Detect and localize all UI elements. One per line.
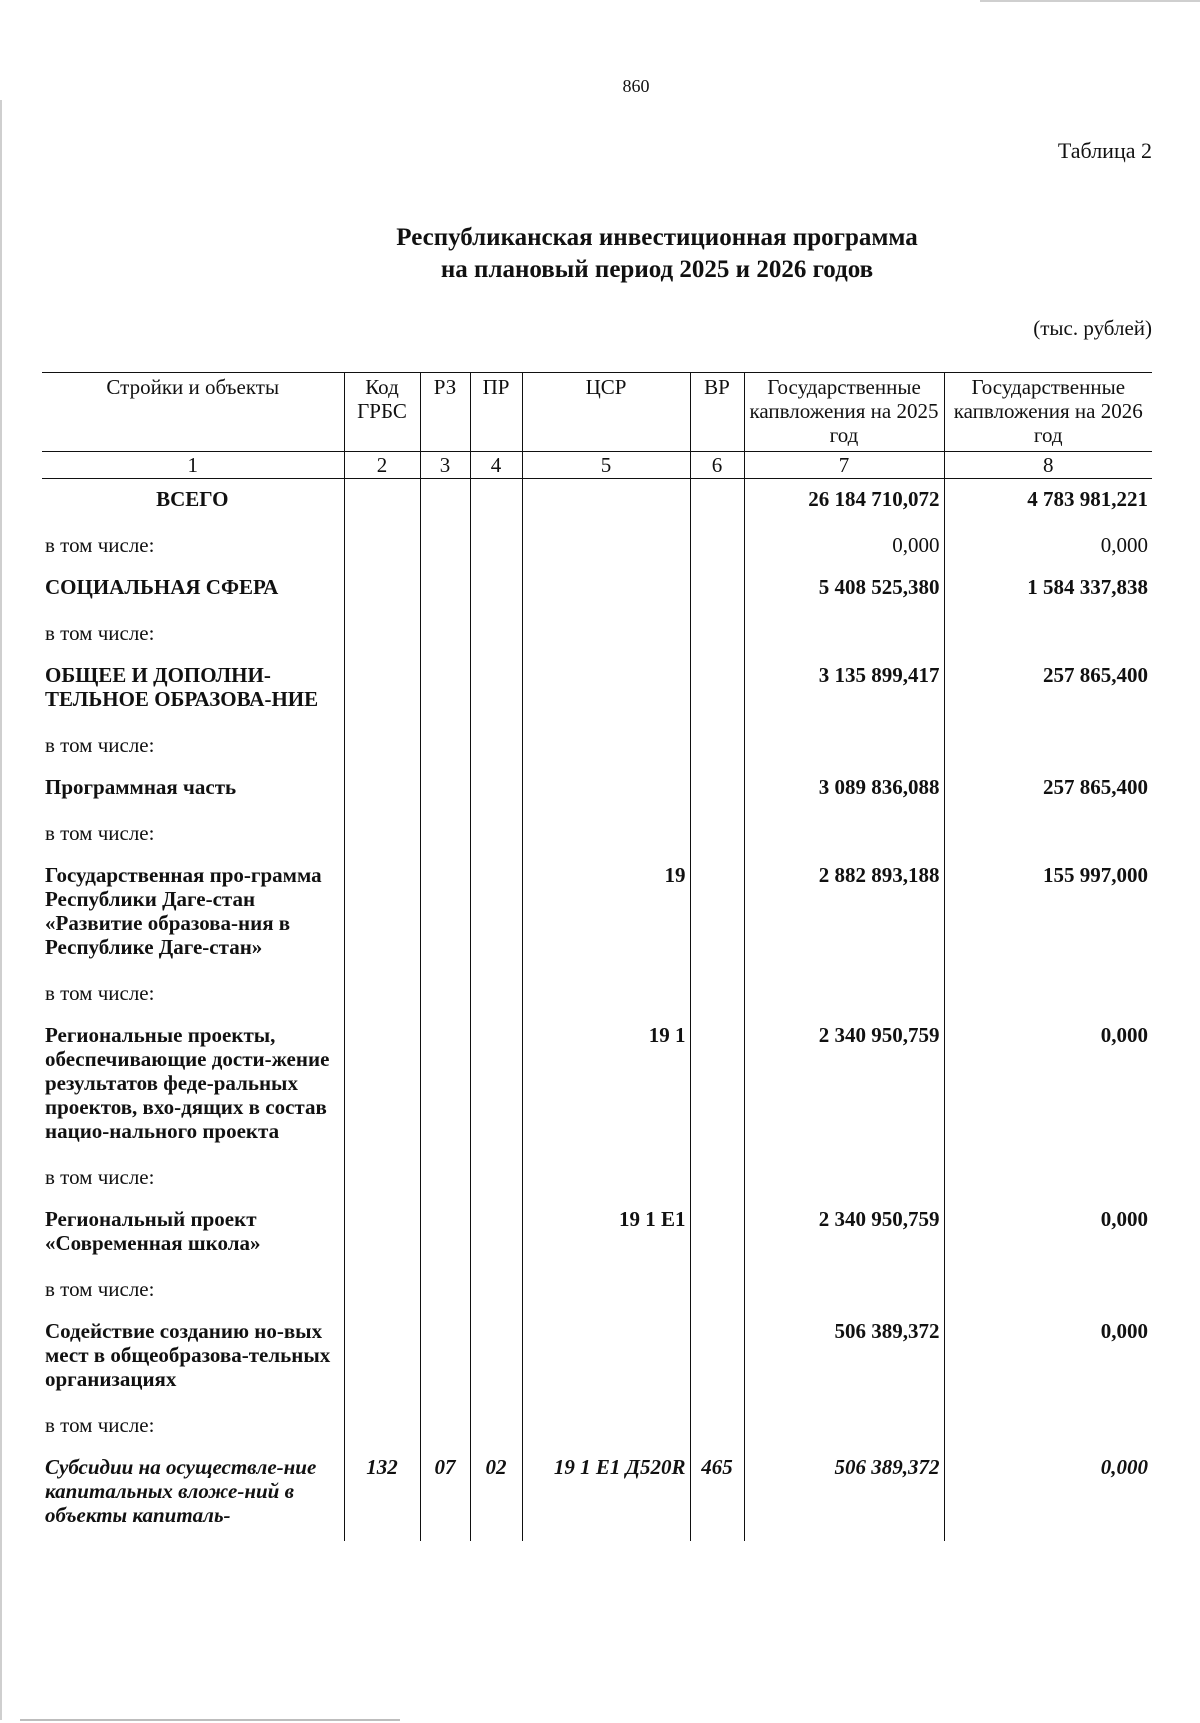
column-number-row (42, 452, 1152, 479)
table-label: Таблица 2 (1057, 138, 1152, 163)
row-value-2026: 257 865,400 (944, 655, 1152, 725)
row-name: в том числе: (45, 1413, 155, 1437)
row-vr: 465 (690, 1447, 744, 1541)
row-name: Субсидии на осуществле-ние капитальных вложе-ний в объекты капиталь- (45, 1455, 317, 1527)
row-value-2025: 2 340 950,759 (744, 1015, 944, 1157)
header-rz: РЗ (420, 373, 470, 452)
table-row-total (42, 479, 1152, 526)
title-line-1: Республиканская инвестиционная программа (396, 224, 918, 251)
row-name: Региональные проекты, обеспечивающие дости-жение результатов феде-ральных проектов, вхо-дящих в состав нацио-нального проекта (45, 1023, 330, 1143)
scan-top-edge (980, 0, 1200, 2)
row-name: в том числе: (45, 981, 155, 1005)
row-value-2026: 0,000 (944, 525, 1152, 567)
row-name: в том числе: (45, 1165, 155, 1189)
row-name: в том числе: (45, 1277, 155, 1301)
row-name: СОЦИАЛЬНАЯ СФЕРА (45, 575, 279, 599)
column-number: 7 (744, 452, 944, 479)
row-value-2026: 0,000 (944, 1447, 1152, 1541)
header-pr: ПР (470, 373, 522, 452)
row-name: в том числе: (45, 533, 155, 557)
table-row-including (42, 613, 1152, 655)
table-row-subsidies (42, 1447, 1152, 1541)
row-value-2026: 0,000 (944, 1199, 1152, 1269)
row-value-2025: 506 389,372 (744, 1447, 944, 1541)
row-value-2026: 4 783 981,221 (944, 479, 1152, 526)
table-row-including (42, 973, 1152, 1015)
column-number: 3 (420, 452, 470, 479)
row-value-2025: 26 184 710,072 (744, 479, 944, 526)
row-name: Содействие созданию но-вых мест в общеобразова-тельных организациях (45, 1319, 331, 1391)
units-label: (тыс. рублей) (1033, 316, 1152, 340)
table-row-including (42, 1157, 1152, 1199)
row-value-2026: 257 865,400 (944, 767, 1152, 813)
investment-program-table (42, 372, 1152, 1541)
row-csr: 19 (522, 855, 690, 973)
title-line-2: на плановый период 2025 и 2026 годов (440, 256, 874, 283)
row-value-2025: 5 408 525,380 (744, 567, 944, 613)
row-rz: 07 (420, 1447, 470, 1541)
table-row-including (42, 525, 1152, 567)
row-name: Государственная про-грамма Республики Даге-стан «Развитие образова-ния в Республике Даге-стан» (45, 863, 322, 959)
scan-bottom-edge (20, 1719, 400, 1721)
table-row-education (42, 655, 1152, 725)
column-number: 5 (522, 452, 690, 479)
table-row-program-part (42, 767, 1152, 813)
header-2025: Государственные капвложения на 2025 год (744, 373, 944, 452)
row-name: Программная часть (45, 775, 237, 799)
row-value-2025: 2 882 893,188 (744, 855, 944, 973)
row-value-2025: 2 340 950,759 (744, 1199, 944, 1269)
header-name: Стройки и объекты (42, 373, 344, 452)
column-number: 6 (690, 452, 744, 479)
table-row-including (42, 1405, 1152, 1447)
table-row-social (42, 567, 1152, 613)
row-value-2025: 0,000 (744, 525, 944, 567)
table-row-state-program (42, 855, 1152, 973)
table-row-regional-projects (42, 1015, 1152, 1157)
column-number: 8 (944, 452, 1152, 479)
row-value-2026: 0,000 (944, 1311, 1152, 1405)
column-number: 1 (42, 452, 344, 479)
column-number: 4 (470, 452, 522, 479)
row-csr: 19 1 E1 (522, 1199, 690, 1269)
page-number: 860 (622, 76, 650, 96)
row-value-2025: 506 389,372 (744, 1311, 944, 1405)
column-number: 2 (344, 452, 420, 479)
header-2026: Государственные капвложения на 2026 год (944, 373, 1152, 452)
table-row-new-places (42, 1311, 1152, 1405)
row-value-2026: 155 997,000 (944, 855, 1152, 973)
row-name: Региональный проект «Современная школа» (45, 1207, 261, 1255)
scan-left-edge (0, 100, 2, 1720)
row-name: в том числе: (45, 821, 155, 845)
row-value-2026: 1 584 337,838 (944, 567, 1152, 613)
row-name: в том числе: (45, 733, 155, 757)
row-name: в том числе: (45, 621, 155, 645)
row-grbs: 132 (344, 1447, 420, 1541)
row-name: ВСЕГО (156, 487, 229, 511)
row-csr: 19 1 E1 Д520R (522, 1447, 690, 1541)
header-vr: ВР (690, 373, 744, 452)
row-value-2025: 3 135 899,417 (744, 655, 944, 725)
header-csr: ЦСР (522, 373, 690, 452)
table-row-modern-school (42, 1199, 1152, 1269)
row-value-2025: 3 089 836,088 (744, 767, 944, 813)
row-pr: 02 (470, 1447, 522, 1541)
table-header-row (42, 373, 1152, 452)
table-row-including (42, 1269, 1152, 1311)
document-title (0, 222, 1200, 286)
table-row-including (42, 725, 1152, 767)
row-name: ОБЩЕЕ И ДОПОЛНИ-ТЕЛЬНОЕ ОБРАЗОВА-НИЕ (45, 663, 319, 711)
header-grbs: Код ГРБС (344, 373, 420, 452)
row-csr: 19 1 (522, 1015, 690, 1157)
row-value-2026: 0,000 (944, 1015, 1152, 1157)
table-row-including (42, 813, 1152, 855)
